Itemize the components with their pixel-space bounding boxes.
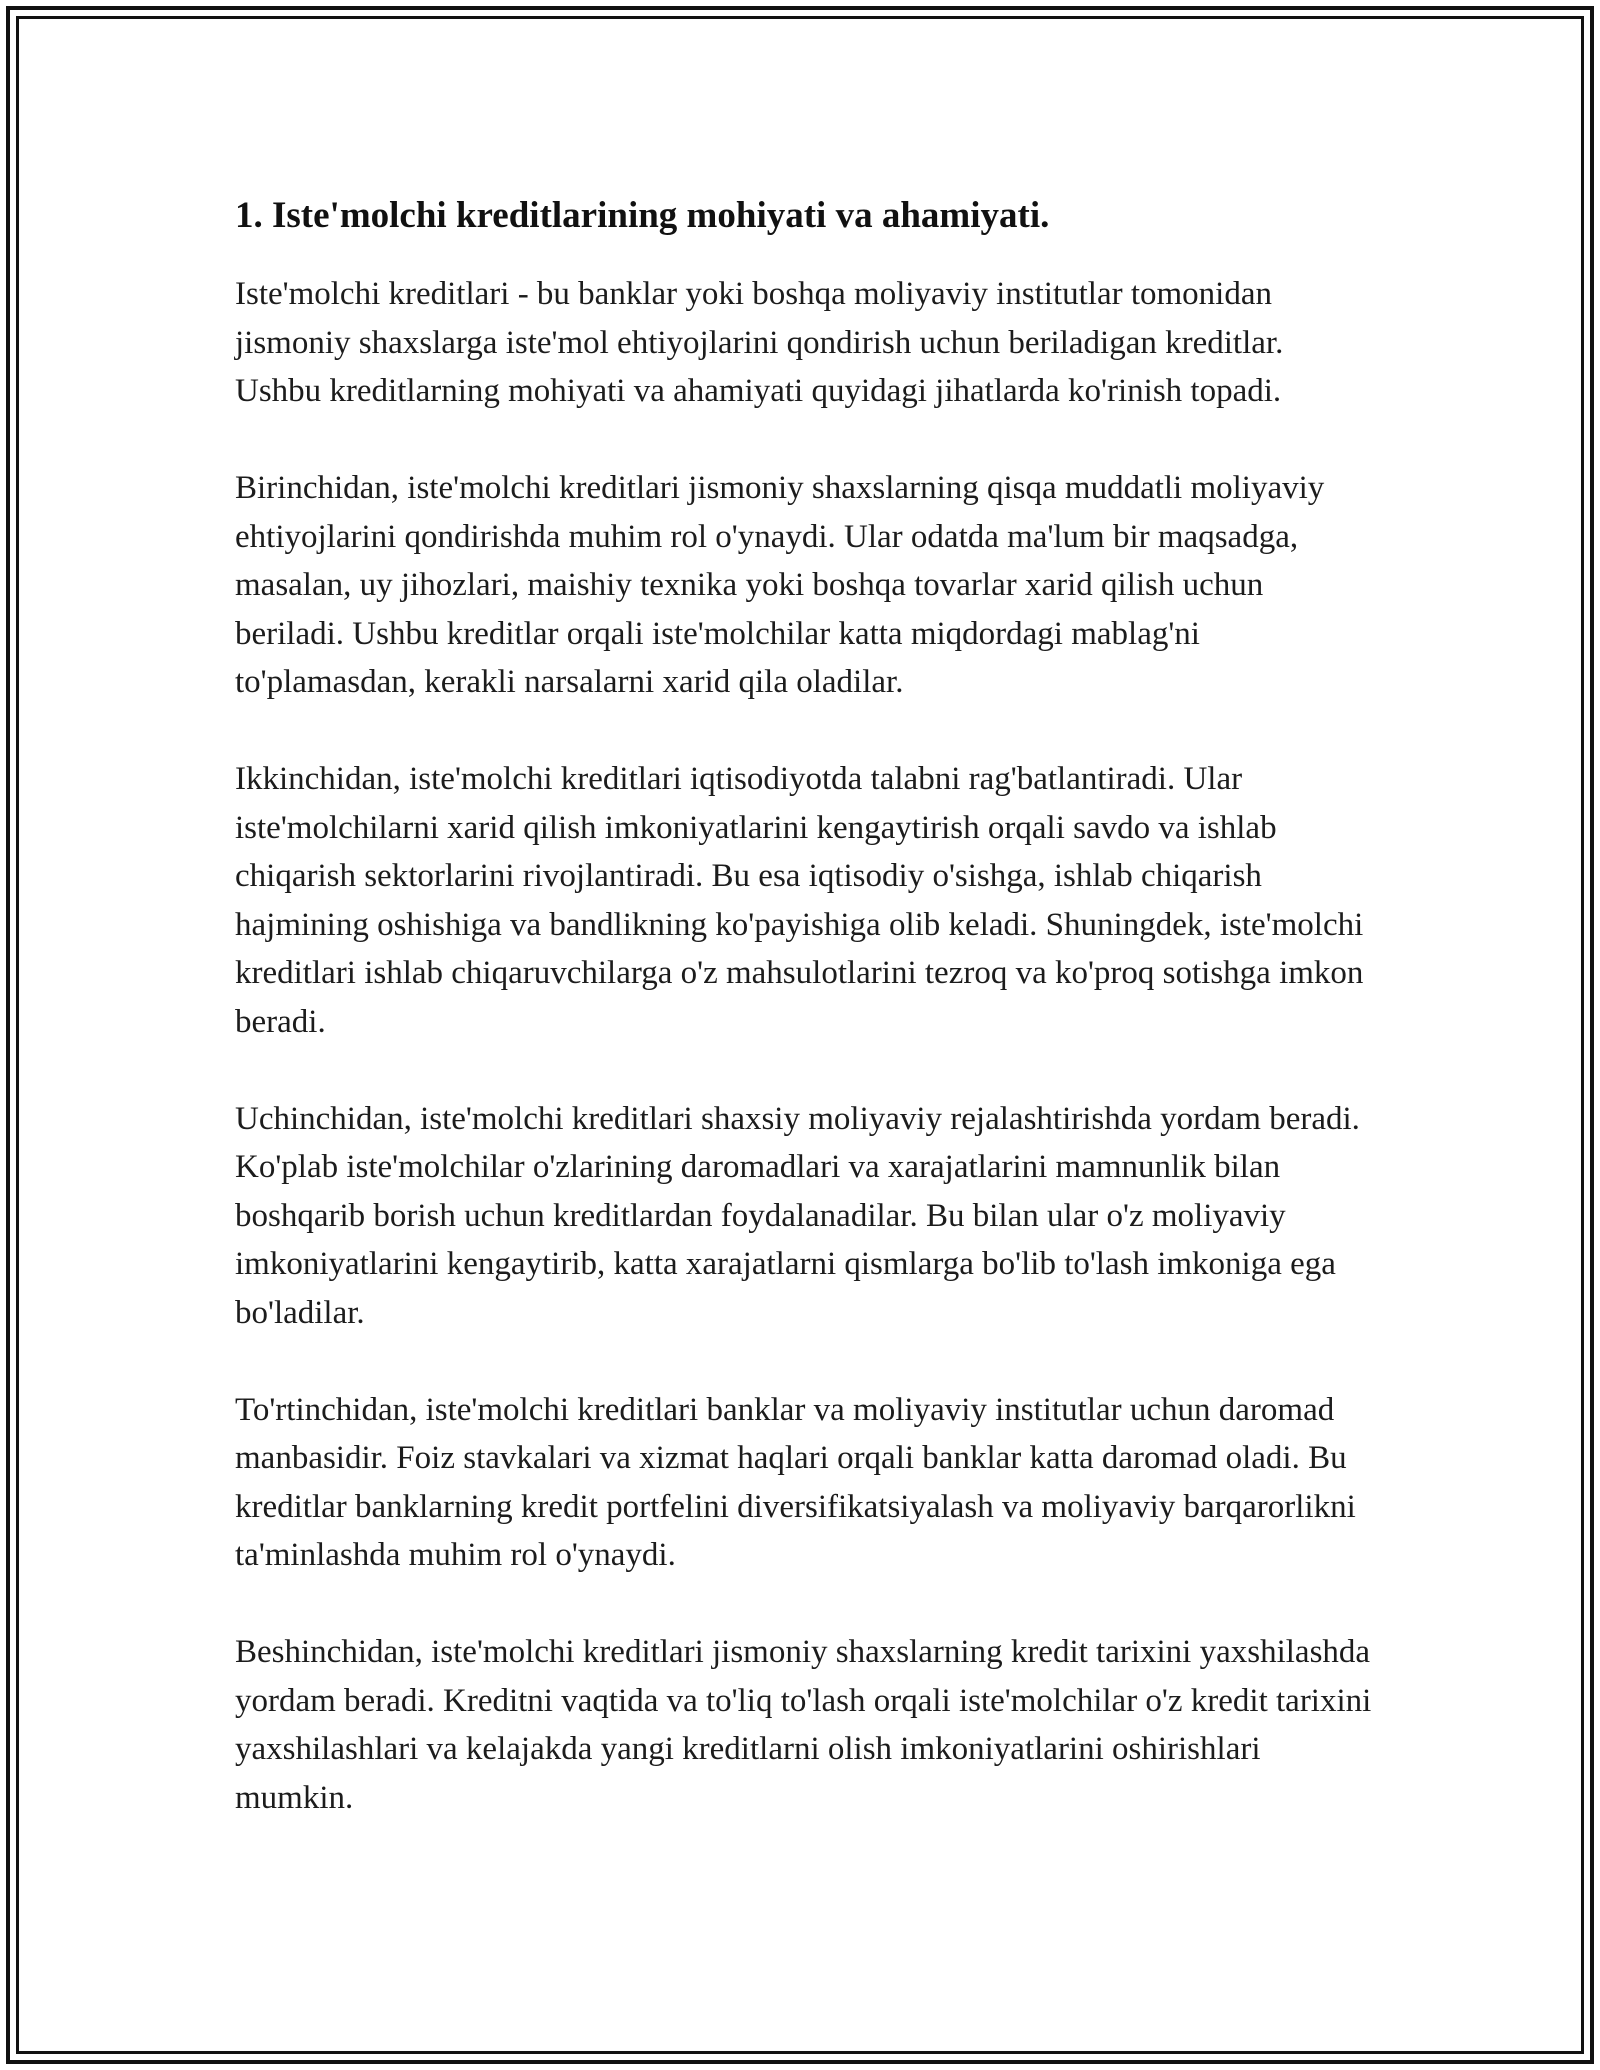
paragraph-first: Birinchidan, iste'molchi kreditlari jismoniy shaxslarning qisqa muddatli moliyaviy ehtiyojlarini qondirishda muhim rol o'ynaydi. Ular odatda ma'lum bir maqsadga, masalan, uy jihozlari, maishiy texnika yoki boshqa tovarlar xarid qilish uchun beriladi. Ushbu kreditlar orqali iste'molchilar katta miqdordagi mablag'ni to'plamasdan, kerakli narsalarni xarid qila oladilar. xyxy=(235,470,1325,700)
paragraph-third: Uchinchidan, iste'molchi kreditlari shaxsiy moliyaviy rejalashtirishda yordam beradi. Ko'plab iste'molchilar o'zlarining daromadlari va xarajatlarini mamnunlik bilan boshqarib borish uchun kreditlardan foydalanadilar. Bu bilan ular o'z moliyaviy imkoniyatlarini kengaytirib, katta xarajatlarni qismlarga bo'lib to'lash imkoniga ega bo'ladilar. xyxy=(235,1100,1360,1331)
paragraph-fifth: Beshinchidan, iste'molchi kreditlari jismoniy shaxslarning kredit tarixini yaxshilashda yordam beradi. Kreditni vaqtida va to'liq to'lash orqali iste'molchilar o'z kredit tarixini yaxshilashlari va kelajakda yangi kreditlarni olish imkoniyatlarini oshirishlari mumkin. xyxy=(235,1634,1372,1816)
document-title: 1. Iste'molchi kreditlarining mohiyati va ahamiyati. xyxy=(235,195,1050,236)
document-body xyxy=(235,188,1375,1822)
paragraph-second: Ikkinchidan, iste'molchi kreditlari iqtisodiyotda talabni rag'batlantiradi. Ular iste'molchilarni xarid qilish imkoniyatlarini kengaytirish orqali savdo va ishlab chiqarish sektorlarini rivojlantiradi. Bu esa iqtisodiy o'sishga, ishlab chiqarish hajmining oshishiga va bandlikning ko'payishiga olib keladi. Shuningdek, iste'molchi kreditlari ishlab chiqaruvchilarga o'z mahsulotlarini tezroq va ko'proq sotishga imkon beradi. xyxy=(235,761,1364,1040)
paragraph-fourth: To'rtinchidan, iste'molchi kreditlari banklar va moliyaviy institutlar uchun daromad manbasidir. Foiz stavkalari va xizmat haqlari orqali banklar katta daromad oladi. Bu kreditlar banklarning kredit portfelini diversifikatsiyalash va moliyaviy barqarorlikni ta'minlashda muhim rol o'ynaydi. xyxy=(235,1391,1356,1573)
paragraph-intro: Iste'molchi kreditlari - bu banklar yoki boshqa moliyaviy institutlar tomonidan jismoniy shaxslarga iste'mol ehtiyojlarini qondirish uchun beriladigan kreditlar. Ushbu kreditlarning mohiyati va ahamiyati quyidagi jihatlarda ko'rinish topadi. xyxy=(235,276,1284,409)
